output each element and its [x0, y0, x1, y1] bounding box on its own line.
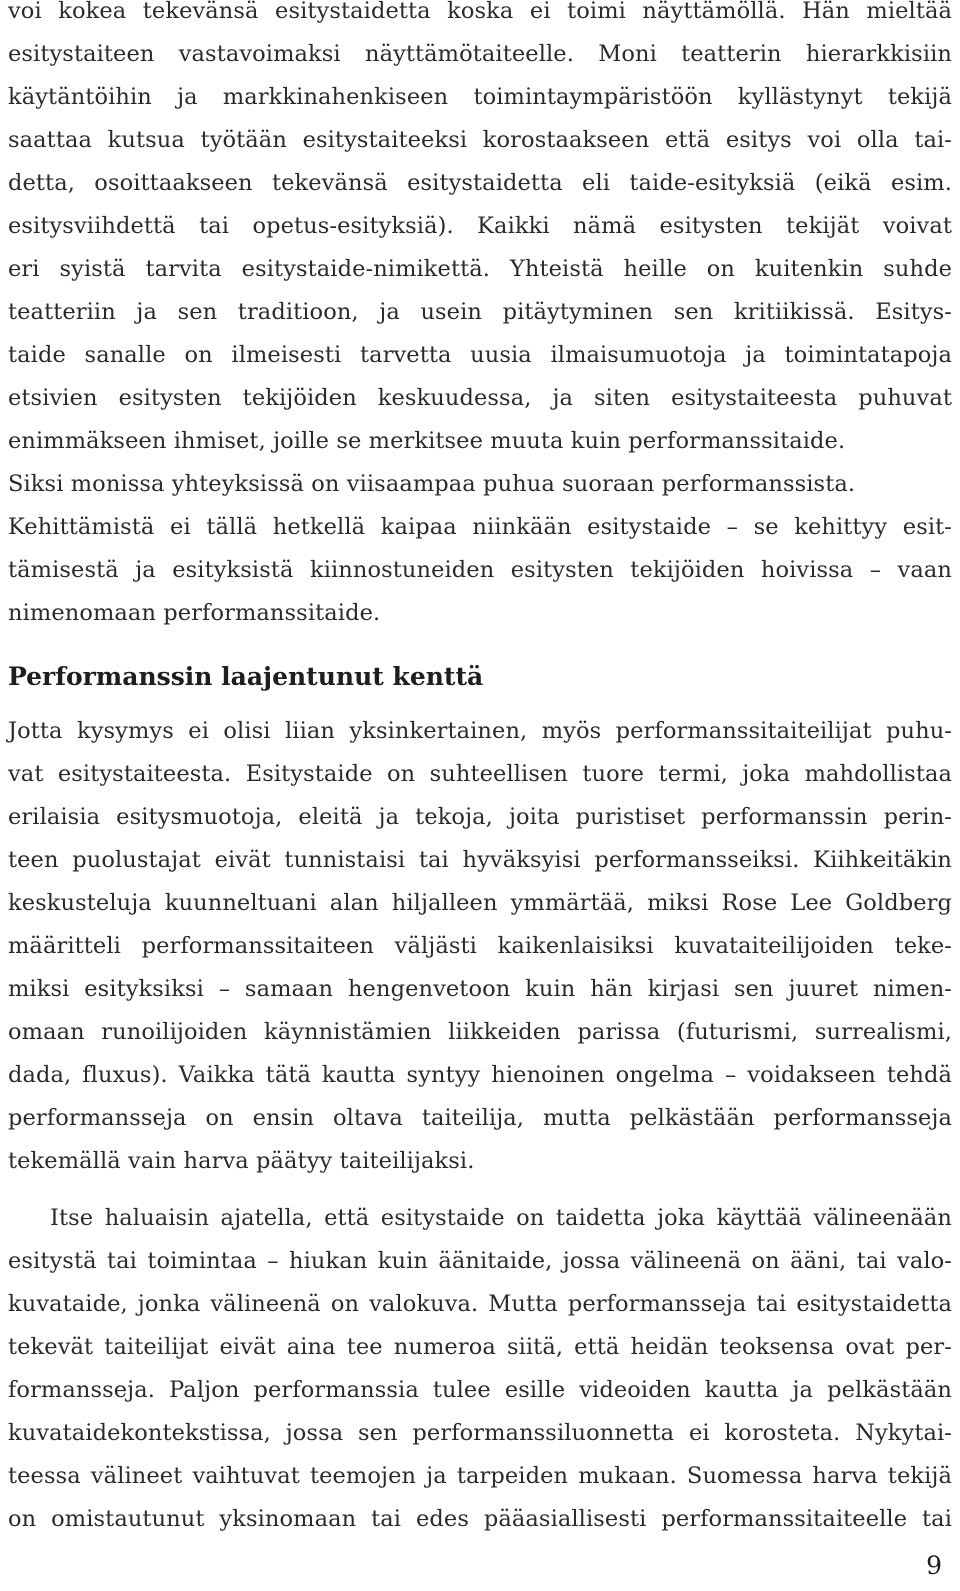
text-line: Jotta kysymys ei olisi liian yksinkertainen, myös performanssitaiteilijat puhu- [8, 718, 952, 744]
text-line: Itse haluaisin ajatella, että esitystaide on taidetta joka käyttää välineenään [50, 1205, 952, 1231]
text-line: enimmäkseen ihmiset, joille se merkitsee muuta kuin performanssitaide. [8, 428, 846, 454]
text-line: omaan runoilijoiden käynnistämien liikkeiden parissa (futurismi, surrealismi, [8, 1019, 952, 1045]
text-line: on omistautunut yksinomaan tai edes pääasiallisesti performanssitaiteelle tai [8, 1506, 952, 1532]
text-line: nimenomaan performanssitaide. [8, 600, 381, 626]
section-heading: Performanssin laajentunut kenttä [8, 662, 484, 691]
text-line: keskusteluja kuunneltuani alan hiljalleen ymmärtää, miksi Rose Lee Goldberg [8, 890, 952, 916]
text-line: formansseja. Paljon performanssia tulee esille videoiden kautta ja pelkästään [8, 1377, 952, 1403]
text-line: miksi esityksiksi – samaan hengenvetoon kuin hän kirjasi sen juuret nimen- [8, 976, 952, 1002]
text-line: kuvataidekontekstissa, jossa sen performanssiluonnetta ei korosteta. Nykytai- [8, 1420, 952, 1446]
text-line: erilaisia esitysmuotoja, eleitä ja tekoja, joita puristiset performanssin perin- [8, 804, 952, 830]
text-line: teen puolustajat eivät tunnistaisi tai hyväksyisi performansseiksi. Kiihkeitäkin [8, 847, 952, 873]
text-line: eri syistä tarvita esitystaide-nimikettä. Yhteistä heille on kuitenkin suhde [8, 256, 952, 282]
text-line: Kehittämistä ei tällä hetkellä kaipaa niinkään esitystaide – se kehittyy esit- [8, 514, 952, 540]
text-line: tekemällä vain harva päätyy taiteilijaksi. [8, 1148, 475, 1174]
text-line: taide sanalle on ilmeisesti tarvetta uusia ilmaisumuotoja ja toimintatapoja [8, 342, 952, 368]
paragraph-3 [8, 1197, 952, 1541]
text-line: tekevät taiteilijat eivät aina tee numeroa siitä, että heidän teoksensa ovat per- [8, 1334, 952, 1360]
text-line: detta, osoittaakseen tekevänsä esitystaidetta eli taide-esityksiä (eikä esim. [8, 170, 952, 196]
text-line: vat esitystaiteesta. Esitystaide on suhteellisen tuore termi, joka mahdollistaa [8, 761, 952, 787]
paragraph-1 [8, 0, 952, 635]
text-line: määritteli performanssitaiteen väljästi kaikenlaisiksi kuvataiteilijoiden teke- [8, 933, 952, 959]
text-line: teessa välineet vaihtuvat teemojen ja tarpeiden mukaan. Suomessa harva tekijä [8, 1463, 952, 1489]
text-line: kuvataide, jonka välineenä on valokuva. Mutta performansseja tai esitystaidetta [8, 1291, 952, 1317]
text-line: esitysviihdettä tai opetus-esityksiä). Kaikki nämä esitysten tekijät voivat [8, 213, 952, 239]
text-line: teatteriin ja sen traditioon, ja usein pitäytyminen sen kritiikissä. Esitys- [8, 299, 952, 325]
text-line: esitystä tai toimintaa – hiukan kuin äänitaide, jossa välineenä on ääni, tai valo- [8, 1248, 952, 1274]
text-line: performansseja on ensin oltava taiteilija, mutta pelkästään performansseja [8, 1105, 952, 1131]
text-line: esitystaiteen vastavoimaksi näyttämötaiteelle. Moni teatterin hierarkkisiin [8, 41, 952, 67]
text-line: käytäntöihin ja markkinahenkiseen toimintaympäristöön kyllästynyt tekijä [8, 84, 952, 110]
text-line: saattaa kutsua työtään esitystaiteeksi korostaakseen että esitys voi olla tai- [8, 127, 952, 153]
text-line: voi kokea tekevänsä esitystaidetta koska ei toimi näyttämöllä. Hän mieltää [8, 0, 952, 24]
paragraph-2 [8, 710, 952, 1183]
text-line: dada, fluxus). Vaikka tätä kautta syntyy hienoinen ongelma – voidakseen tehdä [8, 1062, 952, 1088]
page-number: 9 [926, 1551, 942, 1580]
text-line: Siksi monissa yhteyksissä on viisaampaa puhua suoraan performanssista. [8, 471, 856, 497]
text-line: etsivien esitysten tekijöiden keskuudessa, ja siten esitystaiteesta puhuvat [8, 385, 952, 411]
text-line: tämisestä ja esityksistä kiinnostuneiden esitysten tekijöiden hoivissa – vaan [8, 557, 952, 583]
